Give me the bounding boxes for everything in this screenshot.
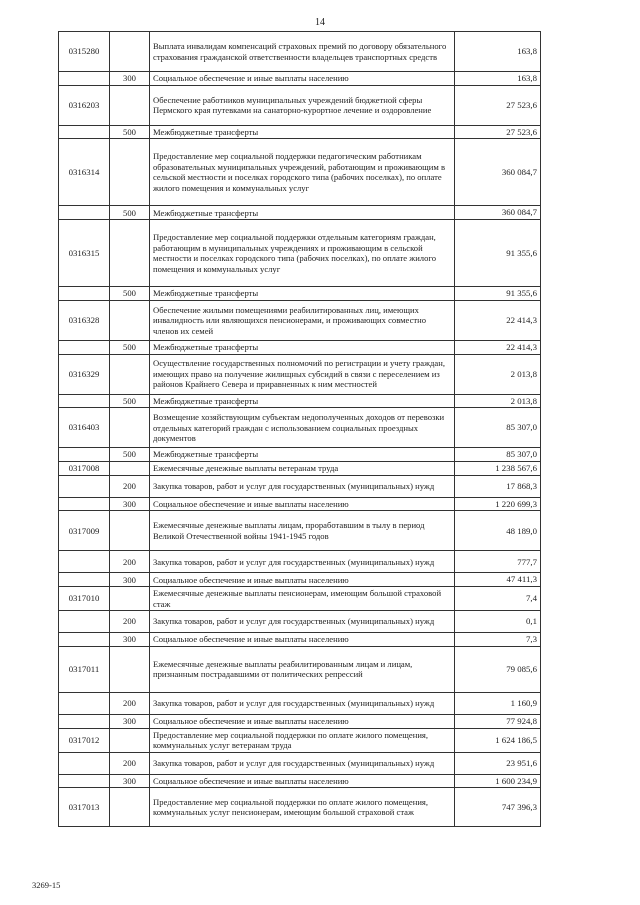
cell-type: [110, 32, 150, 72]
table-row: [59, 354, 541, 394]
cell-type: 500: [110, 125, 150, 139]
cell-name: Закупка товаров, работ и услуг для государственных (муниципальных) нужд: [150, 752, 455, 774]
cell-type: 300: [110, 633, 150, 647]
cell-type: 500: [110, 448, 150, 462]
cell-code: 0315280: [59, 32, 110, 72]
cell-code: 0317013: [59, 788, 110, 827]
cell-code: [59, 72, 110, 86]
cell-name: Ежемесячные денежные выплаты пенсионерам, имеющим большой страховой стаж: [150, 587, 455, 611]
cell-code: [59, 497, 110, 511]
cell-type: 500: [110, 340, 150, 354]
budget-table-body: [59, 32, 541, 827]
cell-type: [110, 511, 150, 551]
cell-name: Социальное обеспечение и иные выплаты населению: [150, 774, 455, 788]
cell-name: Социальное обеспечение и иные выплаты населению: [150, 573, 455, 587]
cell-code: [59, 287, 110, 301]
table-row: [59, 300, 541, 340]
cell-name: Обеспечение жилыми помещениями реабилитированных лиц, имеющих инвалидность или являющихся пенсионерами, и проживающих совместно членов их семей: [150, 300, 455, 340]
table-row: [59, 475, 541, 497]
table-row: [59, 646, 541, 692]
cell-amount: 7,4: [455, 587, 541, 611]
table-row: [59, 728, 541, 752]
cell-name: Социальное обеспечение и иные выплаты населению: [150, 714, 455, 728]
cell-name: Ежемесячные денежные выплаты реабилитированным лицам и лицам, признанным пострадавшими от политических репрессий: [150, 646, 455, 692]
cell-name: Межбюджетные трансферты: [150, 125, 455, 139]
cell-amount: 48 189,0: [455, 511, 541, 551]
table-row: [59, 462, 541, 476]
table-row: [59, 85, 541, 125]
table-row: [59, 408, 541, 448]
footer-code: 3269-15: [32, 880, 61, 890]
cell-amount: 747 396,3: [455, 788, 541, 827]
cell-code: 0316315: [59, 220, 110, 287]
cell-amount: 27 523,6: [455, 85, 541, 125]
cell-code: 0317010: [59, 587, 110, 611]
cell-type: 500: [110, 206, 150, 220]
cell-amount: 1 238 567,6: [455, 462, 541, 476]
table-row: [59, 497, 541, 511]
table-row: [59, 220, 541, 287]
cell-code: [59, 692, 110, 714]
cell-code: [59, 125, 110, 139]
cell-amount: 7,3: [455, 633, 541, 647]
cell-name: Выплата инвалидам компенсаций страховых премий по договору обязательного страхования гражданской ответственности владельцев транспортных средств: [150, 32, 455, 72]
table-row: [59, 448, 541, 462]
cell-name: Закупка товаров, работ и услуг для государственных (муниципальных) нужд: [150, 611, 455, 633]
cell-amount: 23 951,6: [455, 752, 541, 774]
cell-code: 0316403: [59, 408, 110, 448]
cell-name: Социальное обеспечение и иные выплаты населению: [150, 497, 455, 511]
cell-name: Ежемесячные денежные выплаты ветеранам труда: [150, 462, 455, 476]
cell-name: Осуществление государственных полномочий по регистрации и учету граждан, имеющих право на получение жилищных субсидий в связи с переселением из районов Крайнего Севера и приравненных к ним местностей: [150, 354, 455, 394]
cell-amount: 777,7: [455, 551, 541, 573]
cell-name: Межбюджетные трансферты: [150, 394, 455, 408]
cell-type: [110, 587, 150, 611]
cell-type: 200: [110, 611, 150, 633]
table-row: [59, 206, 541, 220]
cell-amount: 27 523,6: [455, 125, 541, 139]
cell-name: Обеспечение работников муниципальных учреждений бюджетной сферы Пермского края путевками на санаторно-курортное лечение и оздоровление: [150, 85, 455, 125]
cell-amount: 17 868,3: [455, 475, 541, 497]
cell-name: Ежемесячные денежные выплаты лицам, проработавшим в тылу в период Великой Отечественной войны 1941-1945 годов: [150, 511, 455, 551]
cell-code: [59, 551, 110, 573]
table-row: [59, 139, 541, 206]
table-row: [59, 752, 541, 774]
cell-type: [110, 300, 150, 340]
cell-type: 200: [110, 475, 150, 497]
table-row: [59, 551, 541, 573]
cell-name: Предоставление мер социальной поддержки отдельным категориям граждан, работающим в муниципальных учреждениях и проживающим в сельской местности и поселках городского типа (рабочих поселках), по оплате жилого помещения и коммунальных услуг: [150, 220, 455, 287]
cell-amount: 0,1: [455, 611, 541, 633]
cell-code: 0316203: [59, 85, 110, 125]
cell-code: 0316329: [59, 354, 110, 394]
cell-code: 0316314: [59, 139, 110, 206]
cell-type: 300: [110, 573, 150, 587]
cell-amount: 85 307,0: [455, 408, 541, 448]
cell-amount: 85 307,0: [455, 448, 541, 462]
cell-code: [59, 573, 110, 587]
cell-amount: 91 355,6: [455, 287, 541, 301]
cell-name: Предоставление мер социальной поддержки по оплате жилого помещения, коммунальных услуг пенсионерам, имеющим большой страховой стаж: [150, 788, 455, 827]
cell-type: 500: [110, 394, 150, 408]
cell-type: [110, 646, 150, 692]
cell-type: [110, 85, 150, 125]
cell-type: 200: [110, 692, 150, 714]
cell-name: Закупка товаров, работ и услуг для государственных (муниципальных) нужд: [150, 475, 455, 497]
cell-type: [110, 462, 150, 476]
cell-amount: 77 924,8: [455, 714, 541, 728]
cell-type: [110, 408, 150, 448]
cell-type: 300: [110, 774, 150, 788]
cell-amount: 2 013,8: [455, 394, 541, 408]
cell-amount: 47 411,3: [455, 573, 541, 587]
table-row: [59, 788, 541, 827]
cell-code: [59, 448, 110, 462]
cell-name: Социальное обеспечение и иные выплаты населению: [150, 72, 455, 86]
cell-type: 300: [110, 714, 150, 728]
cell-code: [59, 394, 110, 408]
cell-amount: 22 414,3: [455, 340, 541, 354]
table-row: [59, 340, 541, 354]
cell-type: [110, 354, 150, 394]
cell-name: Межбюджетные трансферты: [150, 340, 455, 354]
cell-code: 0317012: [59, 728, 110, 752]
cell-code: 0316328: [59, 300, 110, 340]
cell-amount: 91 355,6: [455, 220, 541, 287]
cell-code: 0317008: [59, 462, 110, 476]
cell-code: [59, 611, 110, 633]
cell-amount: 79 085,6: [455, 646, 541, 692]
table-row: [59, 633, 541, 647]
cell-type: [110, 788, 150, 827]
cell-amount: 1 624 186,5: [455, 728, 541, 752]
cell-amount: 1 160,9: [455, 692, 541, 714]
cell-type: 500: [110, 287, 150, 301]
cell-type: [110, 139, 150, 206]
cell-code: [59, 206, 110, 220]
cell-code: [59, 774, 110, 788]
cell-name: Предоставление мер социальной поддержки педагогическим работникам образовательных муниципальных учреждений, работающим и проживающим в сельской местности и поселках городского типа (рабочих поселках), по оплате жилого помещения и коммунальных услуг: [150, 139, 455, 206]
cell-code: 0317011: [59, 646, 110, 692]
table-row: [59, 692, 541, 714]
cell-name: Закупка товаров, работ и услуг для государственных (муниципальных) нужд: [150, 692, 455, 714]
cell-type: 300: [110, 497, 150, 511]
cell-amount: 163,8: [455, 32, 541, 72]
cell-name: Межбюджетные трансферты: [150, 206, 455, 220]
cell-code: 0317009: [59, 511, 110, 551]
table-row: [59, 72, 541, 86]
cell-code: [59, 714, 110, 728]
cell-name: Возмещение хозяйствующим субъектам недополученных доходов от перевозки отдельных категорий граждан с использованием социальных проездных документов: [150, 408, 455, 448]
table-row: [59, 573, 541, 587]
table-row: [59, 511, 541, 551]
cell-type: 200: [110, 752, 150, 774]
cell-name: Закупка товаров, работ и услуг для государственных (муниципальных) нужд: [150, 551, 455, 573]
cell-type: 200: [110, 551, 150, 573]
table-row: [59, 611, 541, 633]
table-row: [59, 714, 541, 728]
table-row: [59, 587, 541, 611]
table-row: [59, 125, 541, 139]
table-row: [59, 774, 541, 788]
cell-amount: 2 013,8: [455, 354, 541, 394]
cell-name: Межбюджетные трансферты: [150, 287, 455, 301]
cell-code: [59, 475, 110, 497]
cell-code: [59, 340, 110, 354]
cell-amount: 360 084,7: [455, 139, 541, 206]
cell-amount: 1 220 699,3: [455, 497, 541, 511]
cell-type: [110, 220, 150, 287]
cell-type: [110, 728, 150, 752]
cell-amount: 1 600 234,9: [455, 774, 541, 788]
cell-type: 300: [110, 72, 150, 86]
cell-amount: 22 414,3: [455, 300, 541, 340]
table-row: [59, 287, 541, 301]
budget-table: [58, 31, 541, 827]
cell-amount: 163,8: [455, 72, 541, 86]
table-row: [59, 394, 541, 408]
cell-amount: 360 084,7: [455, 206, 541, 220]
cell-name: Межбюджетные трансферты: [150, 448, 455, 462]
table-row: [59, 32, 541, 72]
cell-name: Предоставление мер социальной поддержки по оплате жилого помещения, коммунальных услуг ветеранам труда: [150, 728, 455, 752]
cell-code: [59, 752, 110, 774]
cell-name: Социальное обеспечение и иные выплаты населению: [150, 633, 455, 647]
page-number: 14: [315, 17, 325, 28]
cell-code: [59, 633, 110, 647]
